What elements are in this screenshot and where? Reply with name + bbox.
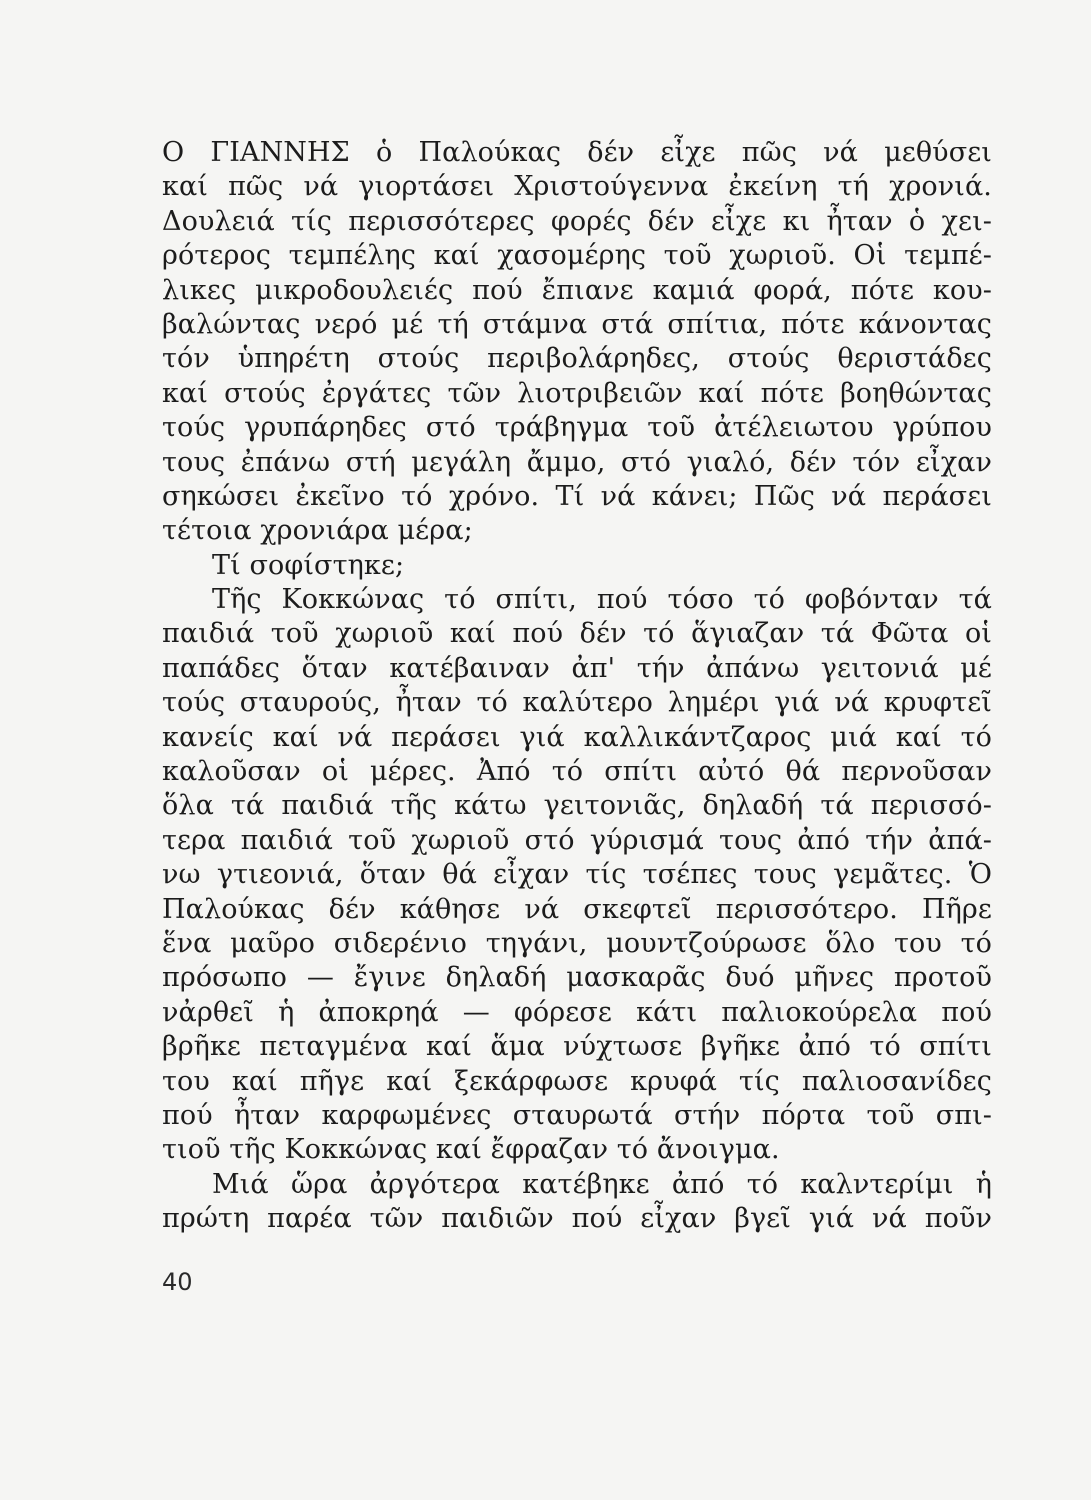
text-line: τόν ὑπηρέτη στούς περιβολάρηδες, στούς θεριστάδες bbox=[162, 343, 992, 375]
text-line: κανείς καί νά περάσει γιά καλλικάντζαρος μιά καί τό bbox=[162, 721, 992, 753]
text-line: βαλώντας νερό μέ τή στάμνα στά σπίτια, πότε κάνοντας bbox=[162, 308, 992, 340]
text-line: Μιά ὥρα ἀργότερα κατέβηκε ἀπό τό καλντερίμι ἡ bbox=[212, 1168, 992, 1200]
text-line: Ο ΓΙΑΝΝΗΣ ὁ Παλούκας δέν εἶχε πῶς νά μεθύσει bbox=[162, 137, 992, 168]
text-line: τούς σταυρούς, ἦταν τό καλύτερο λημέρι γιά νά κρυφτεῖ bbox=[162, 687, 992, 719]
text-line: τέτοια χρονιάρα μέρα; bbox=[162, 515, 473, 547]
body-text bbox=[162, 136, 992, 1237]
text-line: λικες μικροδουλειές πού ἔπιανε καμιά φορά, πότε κου- bbox=[162, 274, 992, 306]
text-line: πού ἦταν καρφωμένες σταυρωτά στήν πόρτα τοῦ σπι- bbox=[162, 1099, 992, 1131]
text-line: ρότερος τεμπέλης καί χασομέρης τοῦ χωριοῦ. Οἱ τεμπέ- bbox=[162, 240, 992, 272]
text-line: Τί σοφίστηκε; bbox=[212, 549, 405, 581]
text-line: Τῆς Κοκκώνας τό σπίτι, πού τόσο τό φοβόνταν τά bbox=[212, 584, 992, 616]
text-line: τους ἐπάνω στή μεγάλη ἄμμο, στό γιαλό, δέν τόν εἶχαν bbox=[162, 446, 992, 478]
text-line: ἕνα μαῦρο σιδερένιο τηγάνι, μουντζούρωσε ὅλο του τό bbox=[162, 927, 992, 959]
text-line: παιδιά τοῦ χωριοῦ καί πού δέν τό ἅγιαζαν τά Φῶτα οἱ bbox=[162, 618, 992, 650]
page-number: 40 bbox=[162, 1268, 193, 1296]
text-line: σηκώσει ἐκεῖνο τό χρόνο. Τί νά κάνει; Πῶς νά περάσει bbox=[162, 480, 992, 512]
text-line: καί πῶς νά γιορτάσει Χριστούγεννα ἐκείνη τή χρονιά. bbox=[162, 171, 992, 203]
text-line: του καί πῆγε καί ξεκάρφωσε κρυφά τίς παλιοσανίδες bbox=[162, 1065, 992, 1097]
text-line: πρόσωπο — ἔγινε δηλαδή μασκαρᾶς δυό μῆνες προτοῦ bbox=[162, 962, 992, 994]
text-line: Παλούκας δέν κάθησε νά σκεφτεῖ περισσότερο. Πῆρε bbox=[162, 893, 992, 925]
text-line: νἀρθεῖ ἡ ἀποκρηά — φόρεσε κάτι παλιοκούρελα πού bbox=[162, 996, 992, 1028]
text-line: βρῆκε πεταγμένα καί ἅμα νύχτωσε βγῆκε ἀπό τό σπίτι bbox=[162, 1031, 992, 1063]
text-line: τούς γρυπάρηδες στό τράβηγμα τοῦ ἀτέλειωτου γρύπου bbox=[162, 412, 992, 444]
text-line: καλοῦσαν οἱ μέρες. Ἀπό τό σπίτι αὐτό θά περνοῦσαν bbox=[162, 756, 992, 788]
text-line: τερα παιδιά τοῦ χωριοῦ στό γύρισμά τους ἀπό τήν ἀπά- bbox=[162, 824, 992, 856]
text-line: καί στούς ἐργάτες τῶν λιοτριβειῶν καί πότε βοηθώντας bbox=[162, 377, 992, 409]
text-line: πρώτη παρέα τῶν παιδιῶν πού εἶχαν βγεῖ γιά νά ποῦν bbox=[162, 1203, 992, 1235]
text-line: τιοῦ τῆς Κοκκώνας καί ἔφραζαν τό ἄνοιγμα. bbox=[162, 1134, 780, 1166]
text-line: νω γτιεονιά, ὅταν θά εἶχαν τίς τσέπες τους γεμᾶτες. Ὁ bbox=[162, 859, 992, 891]
text-line: ὅλα τά παιδιά τῆς κάτω γειτονιᾶς, δηλαδή τά περισσό- bbox=[162, 790, 992, 822]
text-line: Δουλειά τίς περισσότερες φορές δέν εἶχε κι ἦταν ὁ χει- bbox=[162, 205, 992, 237]
text-line: παπάδες ὅταν κατέβαιναν ἀπ' τήν ἀπάνω γειτονιά μέ bbox=[162, 652, 992, 684]
